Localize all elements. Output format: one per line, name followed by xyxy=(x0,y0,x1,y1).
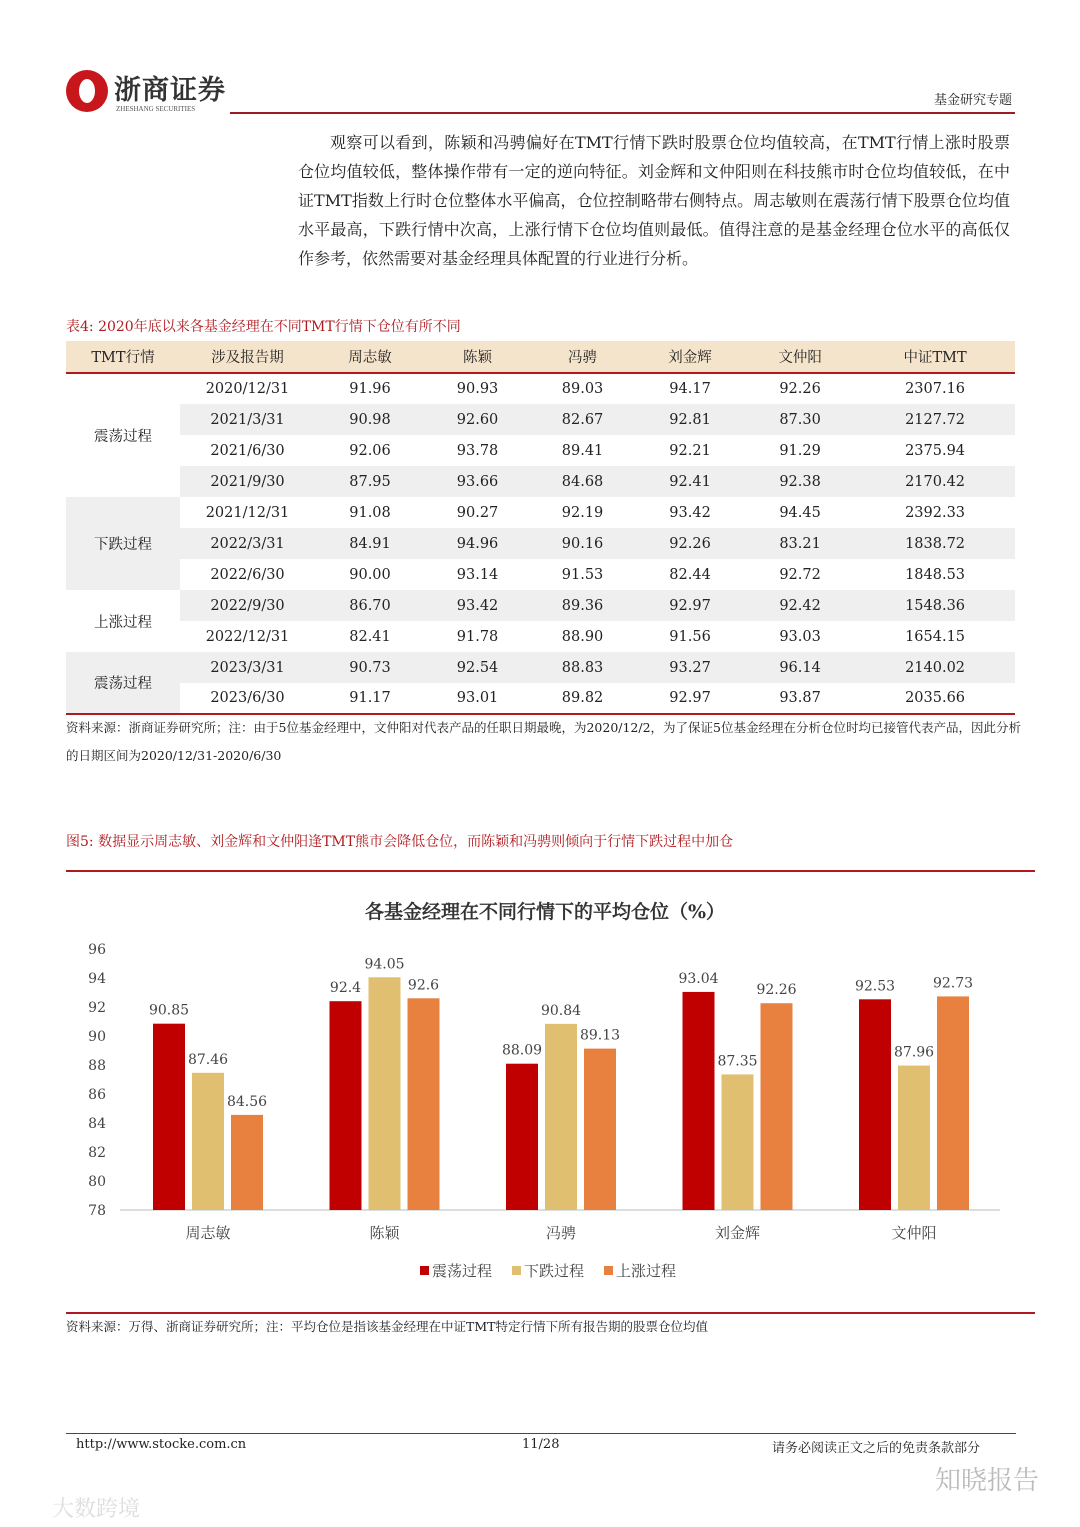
table-cell: 93.78 xyxy=(456,442,499,459)
table-cell: 2307.16 xyxy=(905,381,966,397)
bar xyxy=(937,996,969,1210)
table-row xyxy=(66,528,1015,559)
watermark-left: 大数跨境 xyxy=(52,1497,141,1522)
table-row xyxy=(66,652,1015,683)
chart-title: 各基金经理在不同行情下的平均仓位（%） xyxy=(364,901,726,923)
data-label: 87.46 xyxy=(187,1051,229,1068)
table-cell: 84.68 xyxy=(530,466,635,497)
table-cell: 2022/3/31 xyxy=(180,528,315,559)
bar xyxy=(859,999,891,1210)
legend-swatch xyxy=(420,1266,429,1275)
y-tick-label: 84 xyxy=(88,1116,106,1132)
table-cell: 92.97 xyxy=(669,690,711,706)
footer-disclaimer: 请务必阅读正文之后的免责条款部分 xyxy=(772,1441,981,1456)
bar xyxy=(330,1001,362,1210)
table-cell: 87.95 xyxy=(315,466,425,497)
bar xyxy=(153,1024,185,1210)
table-cell: 94.17 xyxy=(669,381,711,397)
table-cell: 90.98 xyxy=(315,404,425,435)
table-cell: 89.03 xyxy=(561,381,604,397)
section-title: 基金研究专题 xyxy=(933,93,1012,108)
page-number: 11/28 xyxy=(522,1437,560,1452)
column-header: 中证TMT xyxy=(855,341,1015,373)
table-cell: 90.16 xyxy=(530,528,635,559)
table-cell: 91.08 xyxy=(349,504,391,521)
table-cell: 93.42 xyxy=(669,504,711,521)
table-cell: 82.41 xyxy=(349,628,391,645)
table-cell: 82.67 xyxy=(530,404,635,435)
x-tick-label: 文仲阳 xyxy=(891,1224,937,1242)
data-label: 90.85 xyxy=(148,1002,190,1019)
x-tick-label: 陈颖 xyxy=(369,1224,400,1242)
table-cell: 1654.15 xyxy=(905,628,966,645)
legend-label: 上涨过程 xyxy=(616,1262,677,1280)
footer-url[interactable]: http://www.stocke.com.cn xyxy=(76,1437,247,1452)
bar xyxy=(683,992,715,1210)
company-logo xyxy=(66,68,231,116)
y-tick-label: 88 xyxy=(88,1058,106,1074)
bar xyxy=(584,1049,616,1210)
figure-caption: 图5: 数据显示周志敏、刘金辉和文仲阳逢TMT熊市会降低仓位，而陈颖和冯骋则倾向于行情下跌过程中加仓 xyxy=(66,834,734,850)
table-cell: 86.70 xyxy=(315,590,425,621)
bar xyxy=(408,998,440,1210)
table-cell: 92.19 xyxy=(561,504,604,521)
y-tick-label: 86 xyxy=(88,1087,106,1103)
table-cell: 84.91 xyxy=(315,528,425,559)
table-cell: 92.42 xyxy=(745,590,855,621)
legend-swatch xyxy=(604,1266,613,1275)
watermark-right: 知晓报告 xyxy=(935,1466,1040,1496)
table-cell: 92.54 xyxy=(425,652,530,683)
logo-text: 浙商证券 xyxy=(114,75,226,106)
table-row xyxy=(66,497,1015,528)
table-row xyxy=(66,559,1015,590)
table-cell: 94.45 xyxy=(779,504,821,521)
logo-subtext: ZHESHANG SECURITIES xyxy=(116,105,196,113)
bar xyxy=(545,1024,577,1210)
column-header: 陈颖 xyxy=(425,341,530,373)
table-cell: 91.56 xyxy=(669,628,711,645)
table-cell: 91.17 xyxy=(349,690,391,706)
footer-divider xyxy=(66,1433,1016,1434)
table-cell: 92.60 xyxy=(425,404,530,435)
column-header: TMT行情 xyxy=(66,341,180,373)
x-tick-label: 刘金辉 xyxy=(714,1224,761,1242)
column-header: 涉及报告期 xyxy=(180,341,315,373)
data-label: 90.84 xyxy=(540,1002,582,1019)
data-label: 84.56 xyxy=(226,1093,268,1110)
column-header: 冯骋 xyxy=(530,341,635,373)
table-cell: 2022/9/30 xyxy=(180,590,315,621)
data-label: 92.26 xyxy=(756,982,797,999)
data-label: 92.73 xyxy=(932,975,974,992)
table-cell: 88.90 xyxy=(561,628,604,645)
table-cell: 92.81 xyxy=(635,404,745,435)
table-cell: 94.96 xyxy=(425,528,530,559)
table-cell: 92.26 xyxy=(635,528,745,559)
table-cell: 2023/3/31 xyxy=(180,652,315,683)
table-cell: 1548.36 xyxy=(855,590,1015,621)
legend-label: 下跌过程 xyxy=(524,1262,585,1280)
table-cell: 93.14 xyxy=(456,566,499,583)
table-cell: 93.01 xyxy=(456,690,499,706)
table-cell: 93.87 xyxy=(779,690,821,706)
bar xyxy=(369,977,401,1210)
figure-source-note: 资料来源：万得、浙商证券研究所；注：平均仓位是指该基金经理在中证TMT特定行情下所有报告期的股票仓位均值 xyxy=(66,1319,708,1334)
x-tick-label: 周志敏 xyxy=(185,1224,231,1242)
table-cell: 93.66 xyxy=(425,466,530,497)
table-cell: 2021/12/31 xyxy=(205,504,290,521)
table-cell: 2170.42 xyxy=(855,466,1015,497)
table-cell: 2022/12/31 xyxy=(205,628,290,645)
table-cell: 1848.53 xyxy=(905,566,966,583)
table-caption: 表4: 2020年底以来各基金经理在不同TMT行情下仓位有所不同 xyxy=(66,319,461,335)
data-label: 87.96 xyxy=(893,1044,935,1061)
table-cell: 91.53 xyxy=(561,566,604,583)
y-tick-label: 82 xyxy=(88,1145,106,1161)
table-cell: 96.14 xyxy=(745,652,855,683)
table-cell: 2023/6/30 xyxy=(210,690,285,706)
table-cell: 2021/9/30 xyxy=(180,466,315,497)
table-cell: 92.26 xyxy=(779,381,821,397)
data-label: 94.05 xyxy=(364,956,405,973)
bar xyxy=(231,1115,263,1210)
column-header: 刘金辉 xyxy=(635,341,745,373)
table-cell: 92.97 xyxy=(635,590,745,621)
table-cell: 90.27 xyxy=(456,504,499,521)
table-cell: 2020/12/31 xyxy=(205,381,290,397)
table-row xyxy=(66,683,1015,714)
table-cell: 92.72 xyxy=(779,566,821,583)
y-tick-label: 80 xyxy=(88,1174,106,1190)
market-phase-cell: 下跌过程 xyxy=(66,497,180,590)
data-label: 88.09 xyxy=(501,1042,543,1059)
table-cell: 93.27 xyxy=(635,652,745,683)
table-cell: 89.36 xyxy=(530,590,635,621)
figure-divider xyxy=(66,870,1035,872)
bar xyxy=(898,1066,930,1210)
table-cell: 2140.02 xyxy=(855,652,1015,683)
table-cell: 2021/3/31 xyxy=(180,404,315,435)
table-row xyxy=(66,621,1015,652)
table-cell: 82.44 xyxy=(669,566,711,583)
table-cell: 2392.33 xyxy=(905,504,966,521)
legend-label: 震荡过程 xyxy=(432,1262,493,1280)
table-cell: 90.00 xyxy=(349,566,391,583)
table-row xyxy=(66,404,1015,435)
table-source-note: 资料来源：浙商证券研究所；注：由于5位基金经理中，文仲阳对代表产品的任职日期最晚，为2020/12/2，为了保证5位基金经理在分析仓位时均已接管代表产品，因此分析的日期区间为2020/12/31-2020/6/30 xyxy=(66,720,1022,763)
body-paragraph: 观察可以看到，陈颖和冯骋偏好在TMT行情下跌时股票仓位均值较高，在TMT行情上涨时股票仓位均值较低，整体操作带有一定的逆向特征。刘金辉和文仲阳则在科技熊市时仓位均值较低，在中证TMT指数上行时仓位整体水平偏高，仓位控制略带右侧特点。周志敏则在震荡行情下股票仓位均值水平最高，下跌行情中次高，上涨行情下仓位均值则最低。值得注意的是基金经理仓位水平的高低仅作参考，依然需要对基金经理具体配置的行业进行分析。 xyxy=(298,133,1010,268)
table-cell: 92.21 xyxy=(669,442,711,459)
bar-chart xyxy=(0,880,1080,1310)
table-cell: 89.82 xyxy=(561,690,604,706)
data-label: 92.4 xyxy=(329,980,362,997)
table-cell: 89.41 xyxy=(561,442,604,459)
y-tick-label: 94 xyxy=(88,971,106,987)
table-cell: 91.29 xyxy=(779,442,821,459)
position-table xyxy=(66,341,1015,715)
x-tick-label: 冯骋 xyxy=(545,1224,577,1242)
y-tick-label: 78 xyxy=(88,1203,106,1219)
table-cell: 90.73 xyxy=(315,652,425,683)
bar xyxy=(506,1064,538,1210)
column-header: 周志敏 xyxy=(315,341,425,373)
table-header-row xyxy=(66,341,1015,373)
legend-swatch xyxy=(512,1266,521,1275)
table-cell: 2375.94 xyxy=(905,442,966,459)
table-row xyxy=(66,435,1015,466)
bar xyxy=(722,1074,754,1210)
y-tick-label: 92 xyxy=(88,1000,106,1016)
bar xyxy=(761,1003,793,1210)
table-cell: 92.41 xyxy=(635,466,745,497)
data-label: 87.35 xyxy=(717,1053,758,1070)
bar xyxy=(192,1073,224,1210)
y-tick-label: 90 xyxy=(88,1029,106,1045)
table-row xyxy=(66,590,1015,621)
data-label: 92.53 xyxy=(854,978,896,995)
market-phase-cell: 震荡过程 xyxy=(66,652,180,714)
table-cell: 90.93 xyxy=(456,381,499,397)
y-tick-label: 96 xyxy=(88,942,106,958)
data-label: 92.6 xyxy=(407,977,440,994)
column-header: 文仲阳 xyxy=(745,341,855,373)
table-cell: 2127.72 xyxy=(855,404,1015,435)
market-phase-cell: 上涨过程 xyxy=(66,590,180,652)
table-row xyxy=(66,373,1015,404)
table-cell: 87.30 xyxy=(745,404,855,435)
data-label: 89.13 xyxy=(579,1027,621,1044)
table-cell: 1838.72 xyxy=(855,528,1015,559)
table-cell: 2035.66 xyxy=(905,690,966,706)
data-label: 93.04 xyxy=(678,970,719,987)
table-cell: 2021/6/30 xyxy=(210,442,285,459)
table-cell: 92.06 xyxy=(349,442,391,459)
table-cell: 91.96 xyxy=(349,381,391,397)
table-cell: 93.03 xyxy=(779,628,821,645)
table-cell: 83.21 xyxy=(745,528,855,559)
logo-icon xyxy=(66,70,108,112)
header-divider xyxy=(230,112,1015,114)
table-cell: 91.78 xyxy=(456,628,499,645)
table-cell: 92.38 xyxy=(745,466,855,497)
market-phase-cell: 震荡过程 xyxy=(66,373,180,497)
table-cell: 2022/6/30 xyxy=(210,566,285,583)
table-cell: 88.83 xyxy=(530,652,635,683)
table-cell: 93.42 xyxy=(425,590,530,621)
table-row xyxy=(66,466,1015,497)
